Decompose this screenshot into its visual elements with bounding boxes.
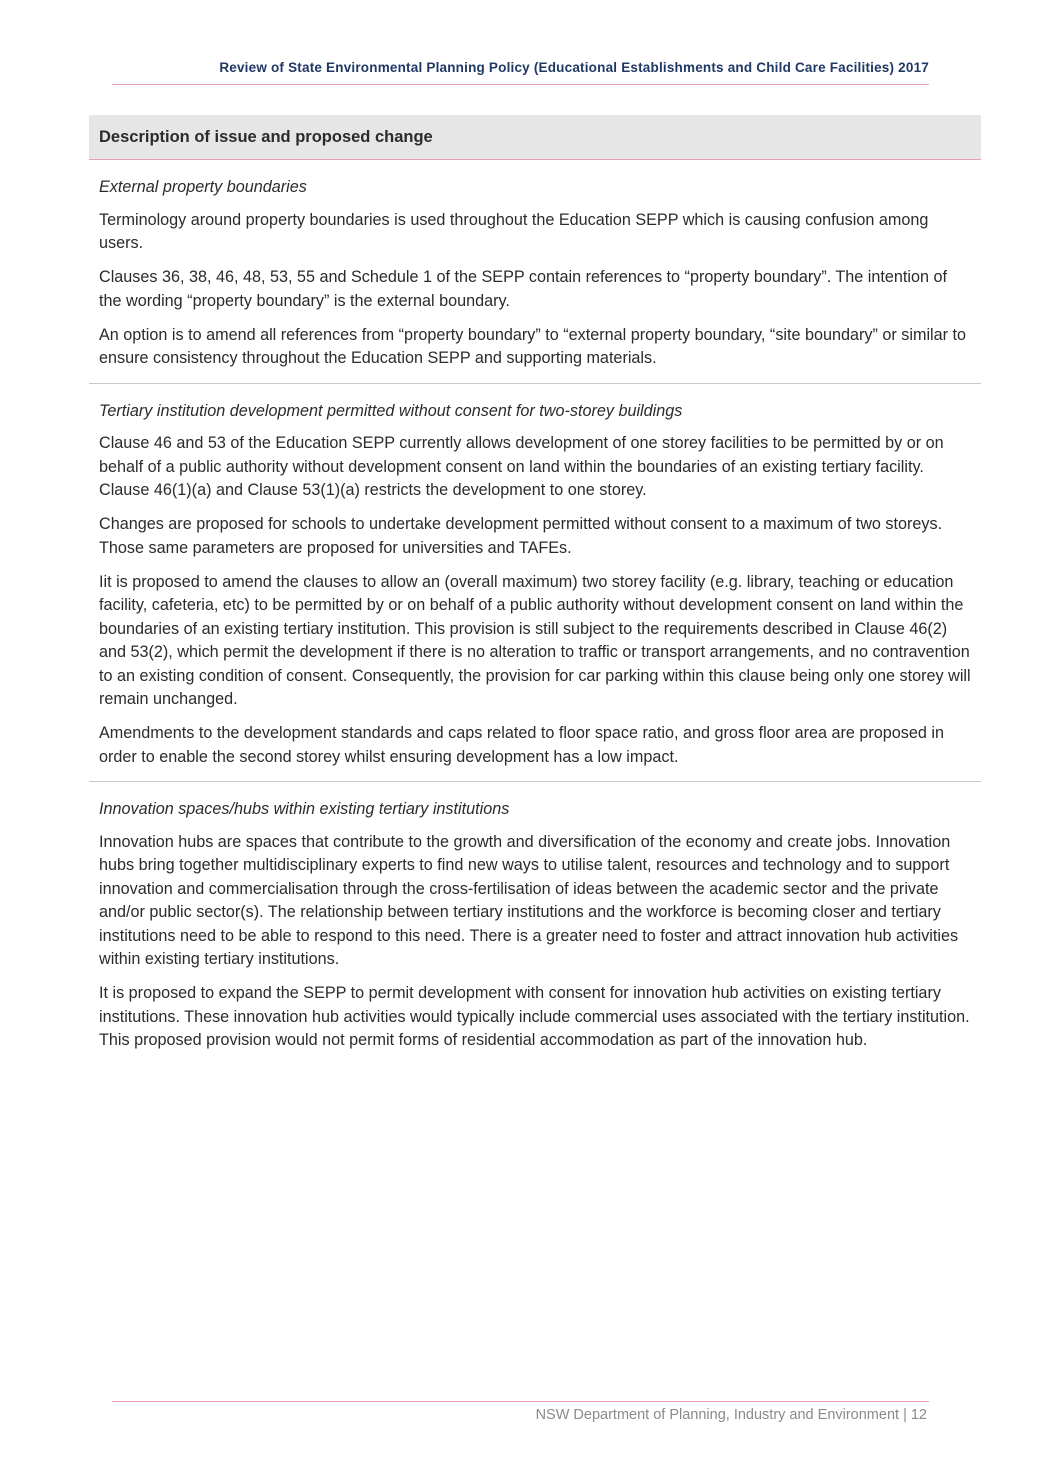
paragraph: Iit is proposed to amend the clauses to allow an (overall maximum) two storey facility (e.g. library, teaching or education facility, cafeteria, etc) to be permitted by or on behalf of a public authority without development consent on land within the boundaries of an existing tertiary institution. This provision is still subject to the requirements described in Clause 46(2) and 53(2), which permit the development if there is no alteration to traffic or transport arrangements, and no contravention to an existing condition of consent. Consequently, the provision for car parking within this clause being only one storey will remain unchanged. bbox=[99, 572, 971, 708]
issue-table bbox=[89, 115, 981, 1065]
paragraph: Amendments to the development standards and caps related to floor space ratio, and gross floor area are proposed in order to enable the second storey whilst ensuring development has a low impact. bbox=[99, 724, 944, 766]
paragraph: Terminology around property boundaries is used throughout the Education SEPP which is causing confusion among users. bbox=[99, 210, 929, 252]
paragraph: Innovation hubs are spaces that contribute to the growth and diversification of the economy and create jobs. Innovation hubs bring together multidisciplinary experts to find new ways to utilise talent, resources and technology and to support innovation and commercialisation through the cross-fertilisation of ideas between the academic sector and the private and/or public sector(s). The relationship between tertiary institutions and the workforce is becoming closer and tertiary institutions need to be able to respond to this need. There is a greater need to foster and attract innovation hub activities within existing tertiary institutions. bbox=[99, 832, 959, 968]
section-tertiary-two-storey bbox=[89, 383, 981, 782]
paragraph: Clauses 36, 38, 46, 48, 53, 55 and Schedule 1 of the SEPP contain references to “property boundary”. The intention of the wording “property boundary” is the external boundary. bbox=[99, 268, 948, 310]
paragraph: An option is to amend all references from “property boundary” to “external property boundary, “site boundary” or similar to ensure consistency throughout the Education SEPP and supporting materials. bbox=[99, 325, 967, 367]
section-heading: Innovation spaces/hubs within existing tertiary institutions bbox=[99, 800, 510, 818]
footer-divider bbox=[112, 1401, 929, 1402]
page-header-title: Review of State Environmental Planning Policy (Educational Establishments and Child Care Facilities) 2017 bbox=[219, 60, 929, 75]
paragraph: Clause 46 and 53 of the Education SEPP currently allows development of one storey facilities to be permitted by or on behalf of a public authority without development consent on land within the boundaries of an existing tertiary facility. Clause 46(1)(a) and Clause 53(1)(a) restricts the development to one storey. bbox=[99, 434, 944, 499]
paragraph: Changes are proposed for schools to undertake development permitted without consent to a maximum of two storeys. Those same parameters are proposed for universities and TAFEs. bbox=[99, 515, 943, 557]
section-heading: External property boundaries bbox=[99, 178, 307, 196]
paragraph: It is proposed to expand the SEPP to permit development with consent for innovation hub activities on existing tertiary institutions. These innovation hub activities would typically include commercial uses associated with the tertiary institution. This proposed provision would not permit forms of residential accommodation as part of the innovation hub. bbox=[99, 984, 970, 1049]
section-external-property-boundaries bbox=[89, 160, 981, 383]
header-divider bbox=[112, 84, 929, 85]
page-footer: NSW Department of Planning, Industry and Environment | 12 bbox=[535, 1407, 927, 1423]
section-innovation-hubs bbox=[89, 781, 981, 1065]
section-heading: Tertiary institution development permitted without consent for two-storey buildings bbox=[99, 401, 683, 420]
table-heading: Description of issue and proposed change bbox=[89, 115, 981, 160]
